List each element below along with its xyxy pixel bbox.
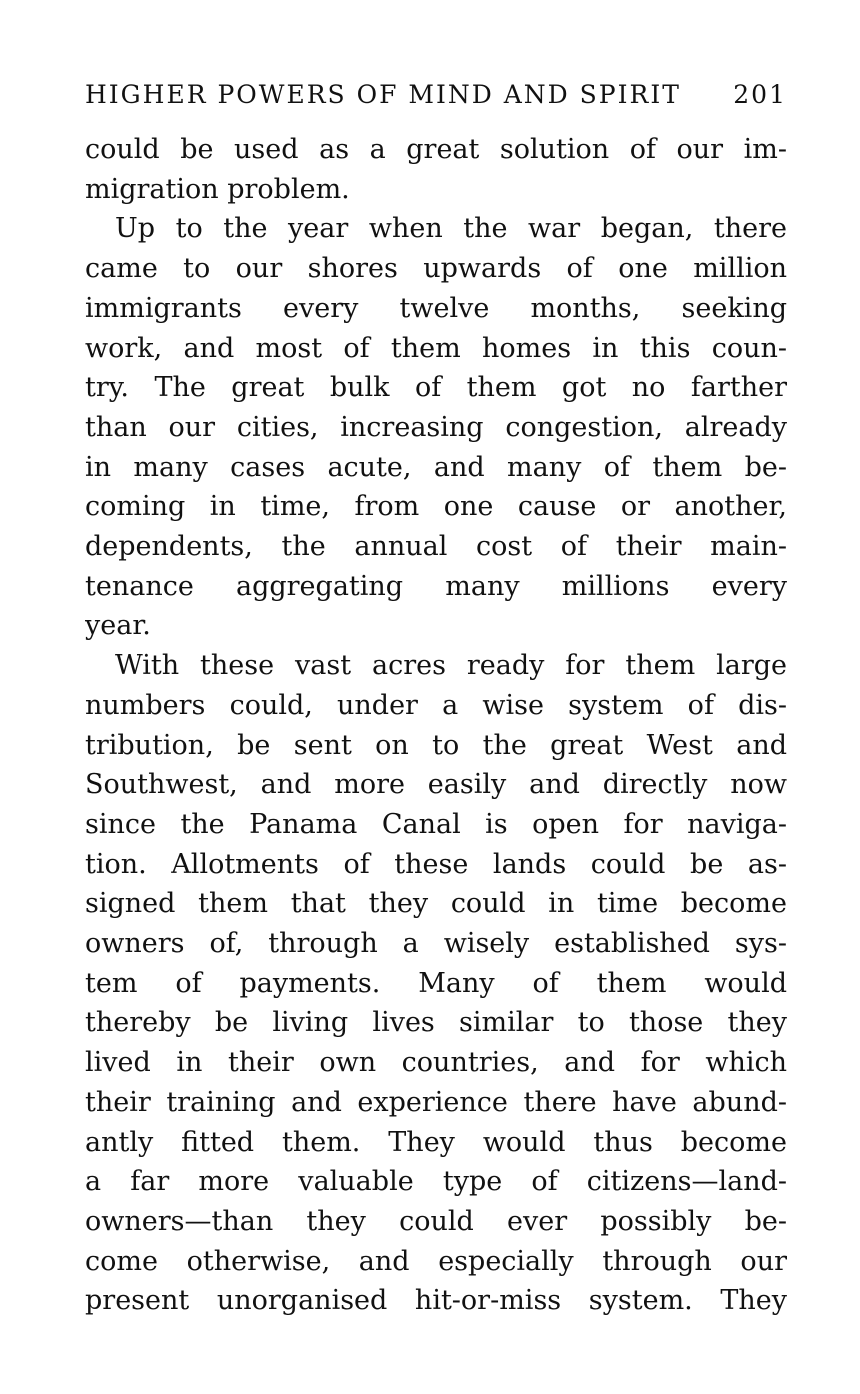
- text-line: Southwest, and more easily and directly now: [85, 769, 787, 801]
- text-line: migration problem.: [85, 173, 350, 205]
- text-line: lived in their own countries, and for which: [85, 1047, 787, 1079]
- paragraph: [85, 209, 787, 646]
- page-number: 201: [733, 80, 787, 109]
- text-line: work, and most of them homes in this coun-: [85, 332, 787, 364]
- text-line: than our cities, increasing congestion, already: [85, 411, 787, 443]
- paragraph: [85, 130, 787, 209]
- paragraph: [85, 646, 787, 1321]
- header-title: HIGHER POWERS OF MIND AND SPIRIT: [85, 80, 681, 109]
- text-line: signed them that they could in time become: [85, 888, 787, 920]
- text-line: try. The great bulk of them got no farther: [85, 372, 787, 404]
- text-line: tenance aggregating many millions every: [85, 570, 787, 602]
- text-line: coming in time, from one cause or another,: [85, 491, 787, 523]
- text-line: in many cases acute, and many of them be-: [85, 451, 787, 483]
- text-column: [85, 80, 787, 1321]
- text-line: tribution, be sent on to the great West and: [85, 729, 787, 761]
- text-line: immigrants every twelve months, seeking: [85, 292, 787, 324]
- text-line: a far more valuable type of citizens—land-: [85, 1166, 787, 1198]
- text-line: since the Panama Canal is open for naviga-: [85, 808, 787, 840]
- text-line: numbers could, under a wise system of dis-: [85, 689, 787, 721]
- text-line: present unorganised hit-or-miss system. They: [85, 1285, 787, 1317]
- text-line: year.: [85, 610, 151, 642]
- text-line: owners of, through a wisely established sys-: [85, 928, 787, 960]
- page-body: [85, 130, 787, 1321]
- text-line: tem of payments. Many of them would: [85, 967, 787, 999]
- text-line: owners—than they could ever possibly be-: [85, 1205, 787, 1237]
- text-line: could be used as a great solution of our im-: [85, 134, 787, 165]
- text-line: dependents, the annual cost of their main-: [85, 531, 787, 563]
- text-line: tion. Allotments of these lands could be as-: [85, 848, 787, 880]
- text-line: thereby be living lives similar to those they: [85, 1007, 787, 1039]
- text-line: their training and experience there have abund-: [85, 1086, 787, 1118]
- text-line: come otherwise, and especially through our: [85, 1245, 787, 1277]
- text-line: Up to the year when the war began, there: [115, 213, 787, 245]
- running-header: [85, 80, 787, 109]
- text-line: With these vast acres ready for them large: [115, 650, 787, 682]
- text-line: antly fitted them. They would thus become: [85, 1126, 787, 1158]
- text-line: came to our shores upwards of one million: [85, 253, 787, 285]
